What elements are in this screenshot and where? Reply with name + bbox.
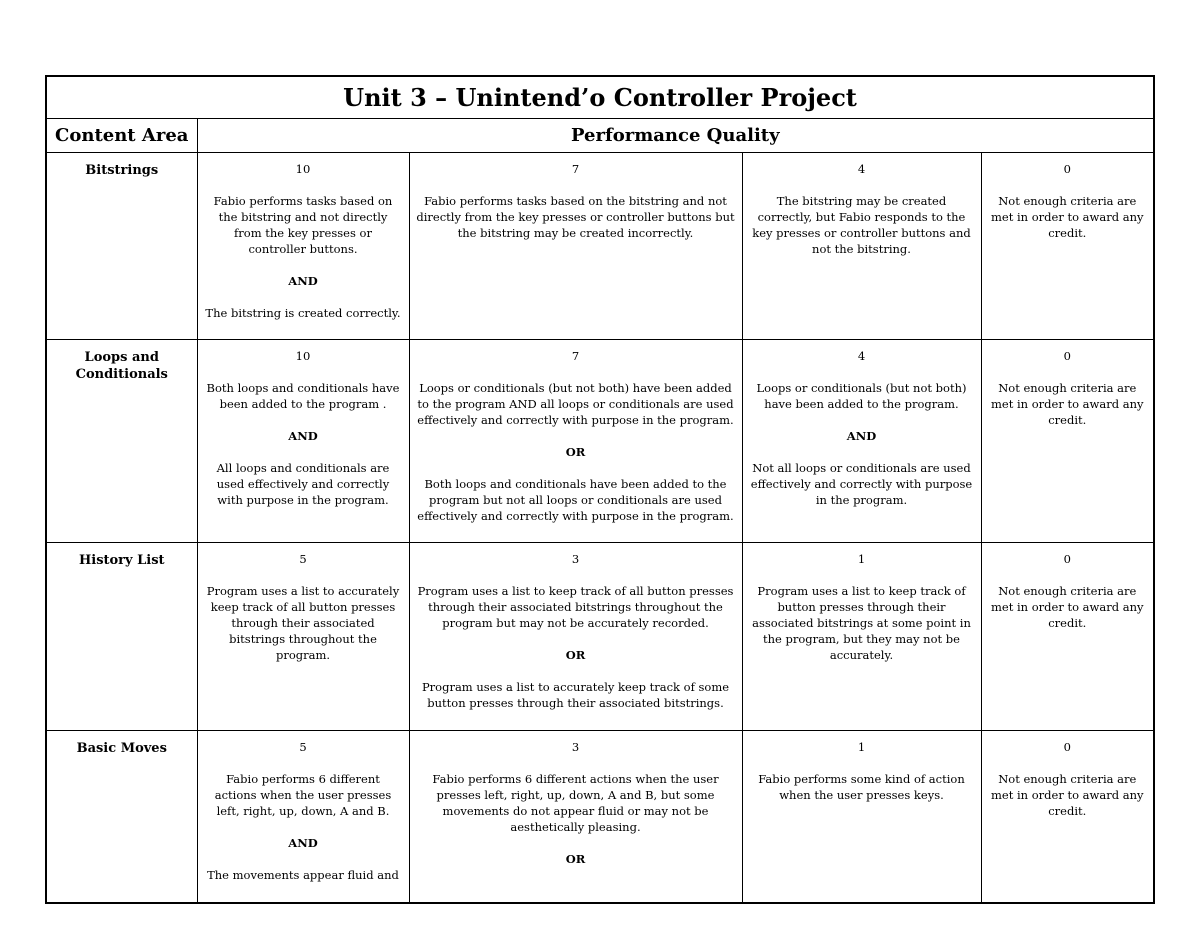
header-performance-quality: Performance Quality xyxy=(197,119,1154,153)
criteria-cell xyxy=(409,340,742,543)
points-value: 5 xyxy=(299,740,307,754)
criteria-cell xyxy=(197,543,409,731)
criteria-text: Program uses a list to keep track of button presses through their associated bitstrings at some point in the program, but they may not be accurately. xyxy=(752,584,971,662)
table-row xyxy=(46,153,1154,340)
criteria-cell xyxy=(197,731,409,904)
content-area-bitstrings: Bitstrings xyxy=(46,153,197,340)
criteria-text: Fabio performs some kind of action when the user presses keys. xyxy=(758,772,965,802)
points-value: 0 xyxy=(1063,349,1071,363)
criteria-cell xyxy=(409,543,742,731)
rubric-table xyxy=(45,75,1155,904)
criteria-cell xyxy=(981,340,1154,543)
points-value: 3 xyxy=(571,552,580,566)
criteria-cell xyxy=(742,731,981,904)
criteria-text: Not enough criteria are met in order to award any credit. xyxy=(991,381,1144,427)
points-value: 10 xyxy=(295,349,311,363)
points-value: 3 xyxy=(571,740,580,754)
criteria-text: Fabio performs 6 different actions when the user presses left, right, up, down, A and B. xyxy=(214,772,392,818)
criteria-separator: AND xyxy=(288,429,318,443)
content-area-basic-moves: Basic Moves xyxy=(46,731,197,904)
points-value: 0 xyxy=(1063,162,1071,176)
points-value: 7 xyxy=(571,349,580,363)
criteria-separator: AND xyxy=(846,429,877,443)
points-value: 0 xyxy=(1063,740,1071,754)
criteria-text: Both loops and conditionals have been added to the program but not all loops or conditionals are used effectively and correctly with purpose in the program. xyxy=(417,477,734,523)
criteria-cell xyxy=(742,340,981,543)
criteria-text: The movements appear fluid and xyxy=(207,868,399,882)
criteria-text: Not enough criteria are met in order to award any credit. xyxy=(991,194,1144,240)
criteria-cell xyxy=(197,153,409,340)
criteria-text: Program uses a list to accurately keep track of all button presses through their associated bitstrings throughout the program. xyxy=(206,584,400,662)
points-value: 5 xyxy=(299,552,307,566)
criteria-text: Not enough criteria are met in order to award any credit. xyxy=(991,584,1144,630)
content-area-loops-conditionals: Loops and Conditionals xyxy=(46,340,197,543)
points-value: 7 xyxy=(571,162,580,176)
criteria-cell xyxy=(981,153,1154,340)
points-value: 0 xyxy=(1063,552,1071,566)
criteria-text: Loops or conditionals (but not both) have been added to the program AND all loops or conditionals are used effectively and correctly with purpose in the program. xyxy=(417,381,734,427)
criteria-cell xyxy=(409,153,742,340)
criteria-separator: OR xyxy=(565,445,586,459)
criteria-separator: OR xyxy=(565,852,586,866)
criteria-text: The bitstring is created correctly. xyxy=(205,306,401,320)
criteria-cell xyxy=(981,543,1154,731)
points-value: 1 xyxy=(857,552,866,566)
criteria-text: Not all loops or conditionals are used effectively and correctly with purpose in the program. xyxy=(750,461,973,507)
criteria-cell xyxy=(409,731,742,904)
criteria-separator: AND xyxy=(288,274,318,288)
criteria-text: Both loops and conditionals have been added to the program . xyxy=(206,381,400,411)
points-value: 4 xyxy=(857,349,866,363)
criteria-text: Not enough criteria are met in order to award any credit. xyxy=(991,772,1144,818)
criteria-text: All loops and conditionals are used effectively and correctly with purpose in the program. xyxy=(216,461,390,507)
header-content-area: Content Area xyxy=(46,119,197,153)
table-row xyxy=(46,543,1154,731)
criteria-text: Loops or conditionals (but not both) have been added to the program. xyxy=(756,381,967,411)
criteria-text: The bitstring may be created correctly, but Fabio responds to the key presses or controller buttons and not the bitstring. xyxy=(752,194,971,256)
criteria-text: Fabio performs 6 different actions when the user presses left, right, up, down, A and B, but some movements do not appear fluid or may not be aesthetically pleasing. xyxy=(432,772,719,834)
criteria-cell xyxy=(197,340,409,543)
criteria-text: Fabio performs tasks based on the bitstring and not directly from the key presses or controller buttons but the bitstring may be created incorrectly. xyxy=(416,194,735,240)
criteria-cell xyxy=(981,731,1154,904)
criteria-separator: AND xyxy=(288,836,318,850)
content-area-history-list: History List xyxy=(46,543,197,731)
table-row xyxy=(46,340,1154,543)
points-value: 10 xyxy=(295,162,311,176)
criteria-cell xyxy=(742,153,981,340)
criteria-cell xyxy=(742,543,981,731)
criteria-text: Program uses a list to keep track of all button presses through their associated bitstrings throughout the program but may not be accurately recorded. xyxy=(417,584,734,630)
table-row xyxy=(46,731,1154,904)
points-value: 1 xyxy=(857,740,866,754)
rubric-title: Unit 3 – Unintend’o Controller Project xyxy=(46,76,1154,119)
criteria-text: Program uses a list to accurately keep track of some button presses through their associated bitstrings. xyxy=(421,680,730,710)
criteria-separator: OR xyxy=(565,648,586,662)
criteria-text: Fabio performs tasks based on the bitstring and not directly from the key presses or controller buttons. xyxy=(213,194,393,256)
points-value: 4 xyxy=(857,162,866,176)
